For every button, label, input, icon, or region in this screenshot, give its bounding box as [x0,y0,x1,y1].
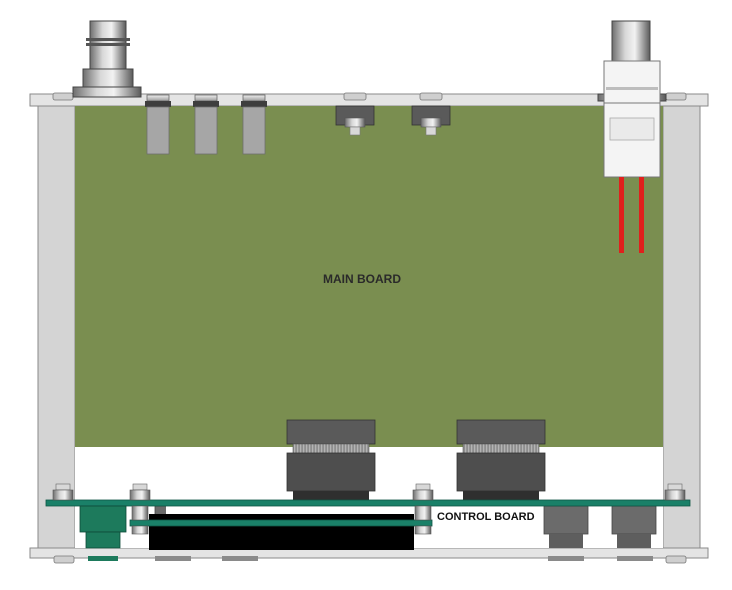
adapter-slot [610,118,654,140]
control-board [46,500,690,506]
bnc-connector-left [73,21,141,97]
main-board-label: MAIN BOARD [323,272,401,286]
standoff [665,484,685,500]
control-board-lower [130,520,432,526]
standoff-post [193,95,219,154]
gray-connector [544,506,588,534]
screw [344,93,366,100]
red-wire [639,177,644,253]
standoff-post [241,95,267,154]
standoff [413,484,433,534]
gray-connector [617,534,651,548]
adapter-body [604,61,660,103]
screw [54,556,74,563]
screw [666,556,686,563]
ribbon-connector-right [457,420,545,503]
bnc-stripe [86,43,130,46]
standoff-post [145,95,171,154]
red-wire [619,177,624,253]
bnc-flange [73,87,141,97]
gray-connector-foot [222,556,258,561]
standoff [130,484,150,534]
ribbon-connector-left [287,420,375,503]
screw [420,93,442,100]
bnc-stripe [86,38,130,41]
gray-connector-foot [617,556,653,561]
bnc-barrel [612,21,650,61]
gray-connector [549,534,583,548]
gray-connector [612,506,656,534]
bnc-nut [83,69,133,87]
screw [666,93,686,100]
gray-connector-foot [155,556,191,561]
standoff-posts [145,95,267,154]
gray-connector-foot [548,556,584,561]
adapter-stripe [606,87,658,90]
control-board-label: CONTROL BOARD [437,511,535,523]
screw [53,93,73,100]
standoff [53,484,73,500]
